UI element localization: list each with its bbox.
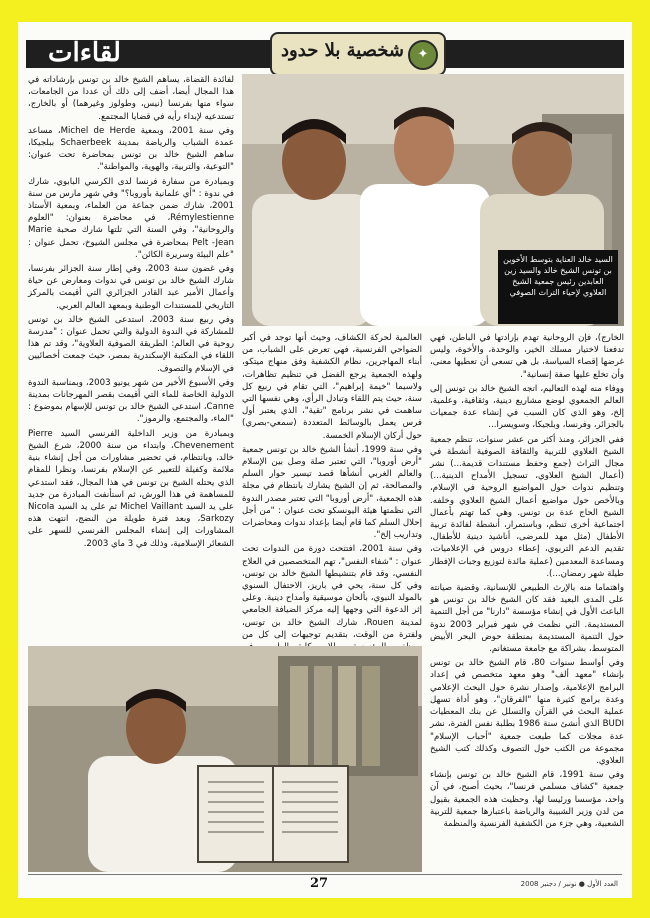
page-number: 27 [310,876,329,891]
page-footer [18,874,632,898]
photo-caption: السيد خالد العناية بتوسط الأخوين بن تونس الشيخ خالد والسيد زين العابدين رئيس جمعية الشيخ العلاوي لإحياء التراث الصوفي [498,250,618,324]
paragraph: وفي ربيع سنة 2003، استدعى الشيخ خالد بن تونس للمشاركة في الندوة الدولية والتي تحمل عنوان : "مدرسة روحية في العالم: الطريقة الصوفية العلاوية"، وقد تم هذا اللقاء في المكتبة الإسكندرية بمصر، حيث جمعت أخصائيين في الإسلام والتصوف. [28,314,235,374]
footer-rule [28,874,622,875]
paragraph: وبمبادرة من وزير الداخلية الفرنسي السيد Pierre Chevenement، وابتداء من سنة 2000، شرع الشيخ خالد، وبانتظام، في تحضير مشاورات من أجل إنشاء بنية ملائمة وكفيلة للتعبير عن الإسلام بفرنسا، ونظرا للمقام الذي يحتله الشيخ بن تونس في هذا المجال، فقد استدعي للمساهمة في هذا الورش، ثم استأنفت المبادرة من جديد على يد السيد Michel Vaillant ثم على يد السيد Nicola Sarkozy، وبعد فترة طويلة من النضج، انتهت هذه المشاورات إلى إنشاء المجلس الفرنسي للسهر على الشعائر الإسلامية، وذلك في 3 ماي 2003. [28,428,235,549]
left-column [28,74,234,642]
paragraph: وفي سنة 2001، افتتحت دورة من الندوات تحت عنوان : "شفاء النفس"، تهم المتخصصين في العلاج النفسي، وقد قام بتنشيطها الشيخ خالد بن تونس، وفي كل سنة، يحي في باريز، الاحتفال السنوي بالمولد النبوي، بألحان موسيقية وأمداح دينية. وعلى إثر الدعوة التي وجهها إليه مركز الضيافة الجامعي لمدينة Rouen، شارك الشيخ خالد بن تونس، ولفترة من الوقت، بتقديم توجيهات إلى كل من [242,544,423,640]
paragraph: وفي غضون سنة 2003، وفي إطار سنة الجزائر بفرنسا، شارك الشيخ خالد بن تونس في ندوات ومعارض عن حياة وأعمال الأمير عبد القادر الجزائري التي أقيمت بالمركز التاريخي للمستندات الوطنية وبمعهد العالم العربي. [28,264,235,311]
right-column [430,332,624,872]
photo-manuscript-illustration [28,646,422,872]
paragraph: لفائدة القضاة، يساهم الشيخ خالد بن تونس بإرشاداته في هذا المجال أيضا، أضف إلى ذلك أن عددا من الجامعات، سواء منها بفرنسا (نيس، وطولوز وغيرهما) أو بالخارج، تستدعيه لإبداء رأيه في قضايا المجتمع. [28,75,234,122]
middle-column [242,332,422,642]
photo-manuscript [28,646,422,872]
paragraph: وفي سنة 2001، وبمعية Michel de Herde، مساعد عمدة الشباب والرياضة بمدينة Schaerbeek ببلجيكا، ساهم الشيخ خالد بن تونس بمحاضرة تحت عنوان: "التوعية، والتربية، والهوية، والمواطنة". [28,125,234,173]
paragraph: الخارج)، فإن الروحانية تهدم بإرادتها في الباطن، فهي تدفعنا لاختيار مسلك الخير، والوحدة، والأخوة، وليس غرضها إقصاء السياسة، بل هي تسعى أن تعطيها معنى، وأن تخلع عليها صفة إنسانية". [430,333,624,380]
paragraph: وفي سنة 1991، قام الشيخ خالد بن تونس بإنشاء جمعية "كشاف مسلمي فرنسا"، بحيث أصبح، في آن واحد، مؤسسا ورئيسا لها، وحظيت هذه الجمعية بقبول من لدن وزير الشبيبة والرياضة باعتبارها جمعية للتربية الشعبية، وهي جزء من الكشفية الفرنسية والمنظمة [430,770,624,829]
series-title: شخصية بلا حدود [281,40,404,61]
paragraph: وفي أواسط سنوات 80، قام الشيخ خالد بن تونس بإنشاء "معهد ألف" وهو معهد متخصص في إعداد البرامج الإعلامية، وإصدار نشرة حول البحث الإعلامي وعدة برامج كثيرة منها "الفرقان"، وهو أداة تسهل عملية البحث في القرآن والتسلل عن بنك المعطيات BUDI الذي أنشئ سنة 1986 بطلبة نفس الفترة، نشر عدة مجلات كما طبعت جمعية "أحباب الإسلام" مجموعة من الكتب حول التصوف وكذلك كتب الشيخ العلاوي. [430,658,624,766]
magazine-page [18,22,632,898]
paragraph: وفي سنة 1999، أنشأ الشيخ خالد بن تونس جمعية "أرض أوروبا"، التي تعتبر صلة وصل بين الإسلام والعالم الغربي أنشأها قصد تيسير حوار السلم والمصالحة، ثم إن الشيخ يشارك بانتظام في مجلة هذه الجمعية، "أرض أوروبا" التي تعتبر مصدر الندوة التي نظمتها هيئة اليونسكو تحت عنوان : "من أجل إحلال السلم كما قام أيضا بإعداد ندوات ومحاضرات وتداريب إلخ". [242,444,423,541]
issue-info: العدد الأول ● نونبر / دجنبر 2008 [520,880,618,888]
paragraph: وبمبادرة من سفارة فرنسا لدى الكرسي البابوي، شارك في ندوة : "أي علمانية بأوروبا؟" وفي شهر مارس من سنة 2001، شارك ضمن جماعة من العلماء، وبمعية الأستاذ Rémylestienne، في محاضرة بعنوان: "العلوم والروحانية"، وفي السنة التي تلتها شارك صحبة Marie Pelt -Jean بمحاضرة في مجلس الشيوخ، تحمل عنوان : "علم البيئة وسريرة الكائن". [28,176,234,260]
paragraph: واهتماما منه بالإرث الطبيعي للإنسانية، وقضية صيانته على المدى البعيد فقد كان الشيخ خالد بن تونس هو الباعث الأول في إنشاء مؤسسة "دارنا" من أجل التنمية المستديمة. التي نظمت في شهر فبراير 2003 ندوة حول التنمية المستديمة بمنطقة حوض البحر الأبيض المتوسط، بشراكة مع جامعة مستغانم. [430,583,624,655]
series-banner [270,32,446,76]
paragraph: العالمية لحركة الكشاف، وحيث أنها توجد في أكبر الضواحي الفرنسية، فهي تعرض على الشباب، من أبناء المهاجرين، نظام الكشفية وفق منهاج ميتكو، ولهذه الجمعية يرجع الفضل في تنظيم تظاهرات، ولاسيما "خيمة إبراهيم"، التي تقام في ربيع كل سنة، حيث يتم اللقاء وتبادل الرأي، وهي نفسها التي ساهمت في نشر برنامج "تقية"، الذي يعتبر أول فرس يعمل بالوسائط المتعددة (سمعي-بصري) حول أركان الإسلام الخمسة. [242,333,422,441]
paragraph: ففي الجزائر، ومنذ أكثر من عشر سنوات، تنظم جمعية الشيخ العلاوي للتربية والثقافة الصوفية أنشطة في مجال التراث (جمع وحفظ مستندات قديمة...) نشر (أعمال الشيخ العلاوي، تسجيل الأمداح الدينية...) وتنظيم ندوات حول المواضيع الروحية في الإسلام، وبالأخص حول مواضيع أعمال الشيخ العلاوي وخلفه. الشيخ الحاج عدة بن تونس. وهي كما تهتم بأعمال اجتماعية أخرى تنظم، وباستمرار، أنشطة لفائدة تربية الأطفال (مثل مهد للمرضى، أناشيد دينية للأطفال، تقديم الدعم التربوي، إعطاء دروس في الإعلاميات، ومساعدة المعدمين (عملية مائدة لتوزيع وجبات الإفطار طيلة شهر رمضان...). [430,434,624,579]
series-emblem-icon: ✦ [408,40,438,70]
page-header [26,30,624,74]
section-title: لقاءات [48,38,121,68]
paragraph: وفي الأسبوع الأخير من شهر يونيو 2003، وبمناسبة الندوة الدولية الخاصة للماء التي أقيمت بقصر المهرجانات بمدينة Canne، استدعى الشيخ خالد بن تونس للإسهام بموضوع : "الماء، والمجتمع، والرموز". [28,377,235,425]
paragraph: ووفاء منه لهذه التعاليم، اتجه الشيخ خالد بن تونس إلى العالم الجمعوي لوضع مشاريع دينية، وثقافية، وعلمية، إلخ، وهو الذي كان السبب في إنشاء عدة جمعيات بالجزائر، وفرنسا، وبلجيكا، وسويسرا... [430,383,624,431]
